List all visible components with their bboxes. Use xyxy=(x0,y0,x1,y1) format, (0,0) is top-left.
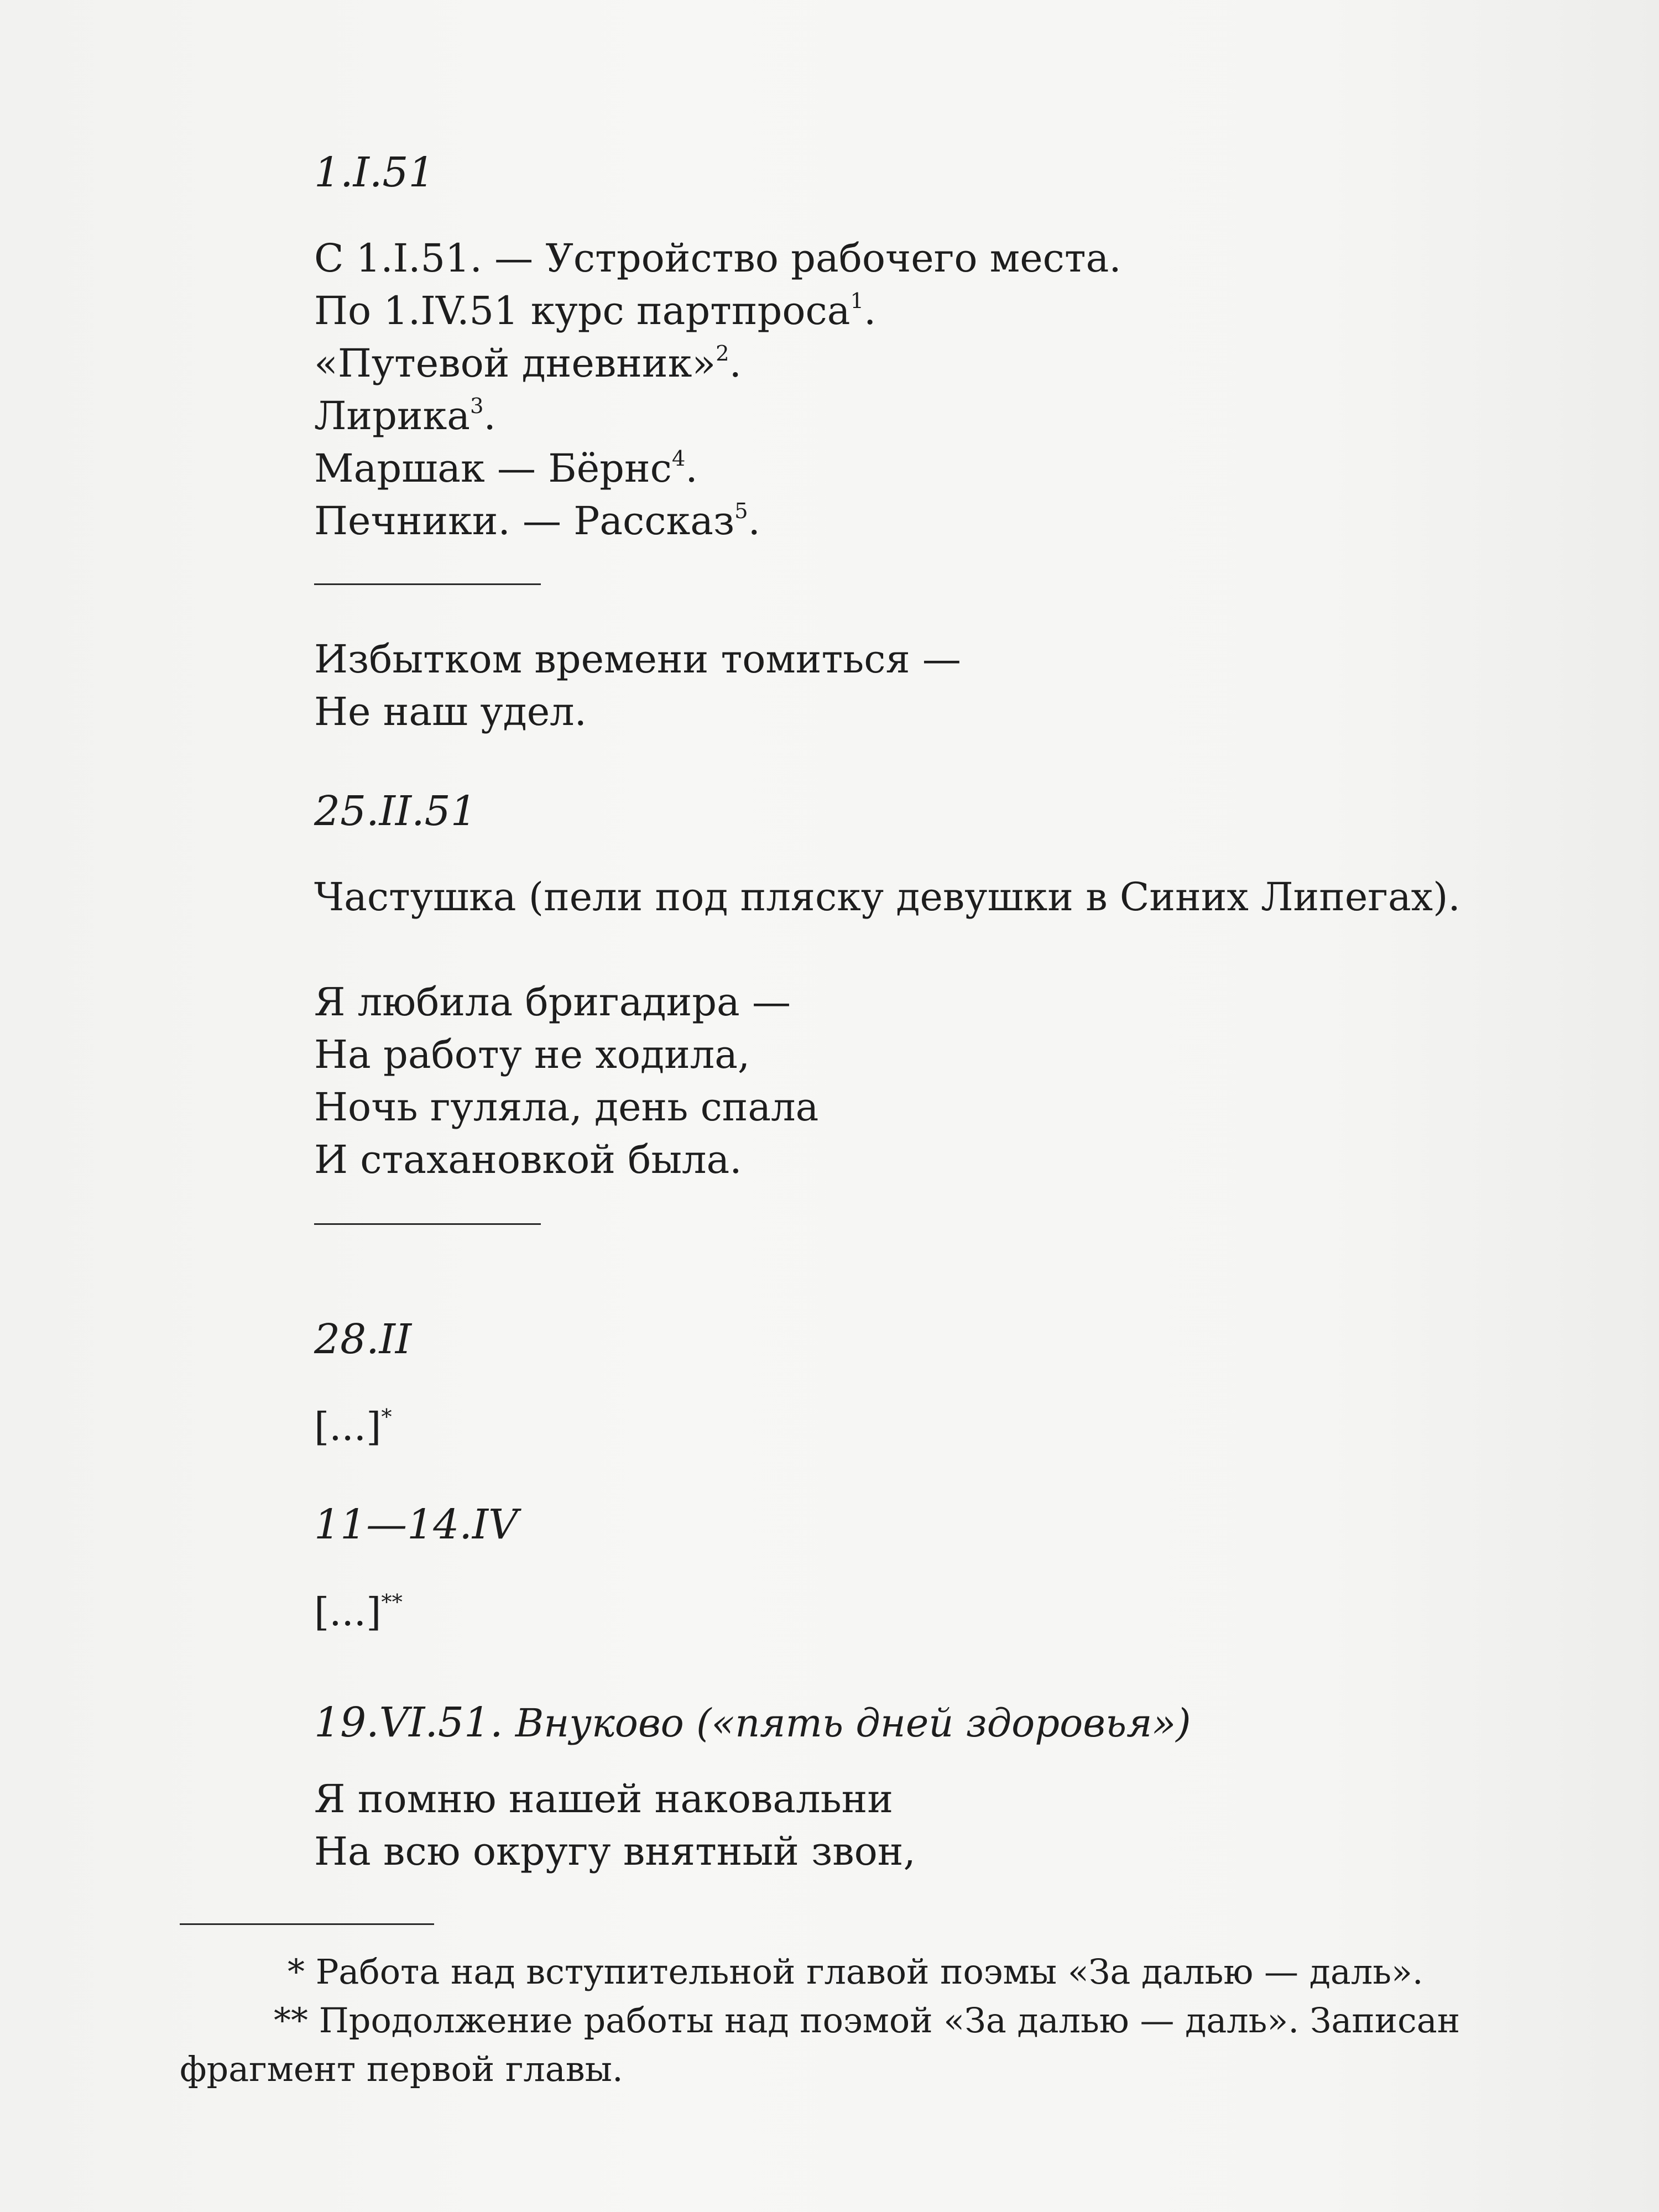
footnote-ref: ** xyxy=(381,1590,403,1615)
footnote-ref: 1 xyxy=(850,289,864,314)
entry-date: 1.I.51 xyxy=(314,149,435,196)
footnote-mark: * xyxy=(288,1952,305,1992)
footnote-mark: ** xyxy=(274,2000,308,2041)
entry-date: 25.II.51 xyxy=(314,787,477,835)
entry-heading xyxy=(314,1699,1191,1746)
entry-date: 19.VI.51. xyxy=(314,1699,503,1746)
section-divider xyxy=(314,1223,541,1225)
footnote-continuation: фрагмент первой главы. xyxy=(180,2049,623,2089)
bleed-through-decoration xyxy=(940,17,952,59)
footnote-ref: 4 xyxy=(671,446,686,472)
footnote-ref: * xyxy=(381,1405,392,1430)
entry-text-line: Лирика$^3$. xyxy=(314,393,496,439)
entry-text-line: С 1.I.51. — Устройство рабочего места. xyxy=(314,236,1121,281)
verse-line: Я помню нашей наковальни xyxy=(314,1776,893,1822)
entry-text-line: [...]** xyxy=(314,1589,403,1635)
footnote-divider xyxy=(180,1923,434,1925)
entry-text-line: [...]* xyxy=(314,1404,392,1449)
entry-text-line: Частушка (пели под пляску девушки в Синих Липегах). xyxy=(314,874,1460,920)
verse-line: Ночь гуляла, день спала xyxy=(314,1084,819,1130)
entry-date: 11—14.IV xyxy=(314,1501,518,1548)
verse-line: Я любила бригадира — xyxy=(314,979,791,1025)
entry-text-line: Маршак — Бёрнс$^4$. xyxy=(314,446,698,491)
entry-text-line: Печники. — Рассказ$^5$. xyxy=(314,498,760,544)
verse-line: И стахановкой была. xyxy=(314,1137,742,1182)
entry-text-line: «Путевой дневник»$^2$. xyxy=(314,341,742,386)
footnote: ** Продолжение работы над поэмой «За далью — даль». Записан xyxy=(274,2000,1460,2041)
footnote-ref: 2 xyxy=(716,341,729,367)
verse-line: На всю округу внятный звон, xyxy=(314,1829,916,1874)
entry-title: Внуково («пять дней здоровья») xyxy=(515,1700,1191,1746)
section-divider xyxy=(314,583,541,585)
entry-text-line: По 1.IV.51 курс партпроса$^1$. xyxy=(314,288,877,333)
verse-line: Избытком времени томиться — xyxy=(314,637,961,682)
footnote-ref: 5 xyxy=(734,499,748,524)
footnote: * Работа над вступительной главой поэмы «За далью — даль». xyxy=(288,1952,1423,1992)
verse-line: Не наш удел. xyxy=(314,689,587,734)
verse-line: На работу не ходила, xyxy=(314,1032,750,1077)
entry-date: 28.II xyxy=(314,1316,412,1363)
footnote-ref: 3 xyxy=(470,394,484,419)
